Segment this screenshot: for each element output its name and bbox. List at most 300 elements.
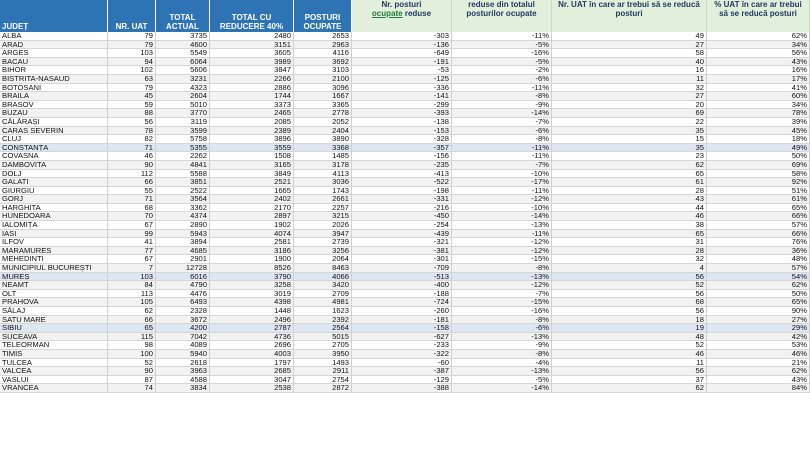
value-cell[interactable]: -5% [452, 376, 552, 385]
value-cell[interactable]: 32 [552, 255, 707, 264]
value-cell[interactable]: 62 [552, 161, 707, 170]
county-cell[interactable]: IALOMIȚA [0, 221, 108, 230]
value-cell[interactable]: 19 [552, 324, 707, 333]
value-cell[interactable]: 29% [707, 324, 810, 333]
value-cell[interactable]: 57% [707, 221, 810, 230]
county-cell[interactable]: ARAD [0, 41, 108, 50]
value-cell[interactable]: -17% [452, 178, 552, 187]
value-cell[interactable]: 4200 [156, 324, 210, 333]
value-cell[interactable]: 49% [707, 144, 810, 153]
value-cell[interactable]: -260 [352, 307, 452, 316]
value-cell[interactable]: 2872 [294, 384, 352, 393]
value-cell[interactable]: 79 [108, 41, 156, 50]
value-cell[interactable]: 77 [108, 247, 156, 256]
value-cell[interactable]: -13% [452, 333, 552, 342]
value-cell[interactable]: 2705 [294, 341, 352, 350]
header-posturi-reduse[interactable] [352, 0, 452, 32]
value-cell[interactable]: 5015 [294, 333, 352, 342]
value-cell[interactable]: 41% [707, 84, 810, 93]
value-cell[interactable]: -11% [452, 32, 552, 41]
county-cell[interactable]: HUNEDOARA [0, 212, 108, 221]
value-cell[interactable]: -450 [352, 212, 452, 221]
value-cell[interactable]: 68 [108, 204, 156, 213]
value-cell[interactable]: 74 [108, 384, 156, 393]
value-cell[interactable]: 58 [552, 49, 707, 58]
value-cell[interactable]: 2538 [210, 384, 294, 393]
value-cell[interactable]: -129 [352, 376, 452, 385]
value-cell[interactable]: 3847 [210, 66, 294, 75]
value-cell[interactable]: 22 [552, 118, 707, 127]
value-cell[interactable]: 50% [707, 152, 810, 161]
value-cell[interactable]: 4089 [156, 341, 210, 350]
value-cell[interactable]: 2963 [294, 41, 352, 50]
value-cell[interactable]: 5943 [156, 230, 210, 239]
value-cell[interactable]: 69% [707, 161, 810, 170]
county-cell[interactable]: CLUJ [0, 135, 108, 144]
value-cell[interactable]: 45% [707, 127, 810, 136]
value-cell[interactable]: -522 [352, 178, 452, 187]
value-cell[interactable]: 2100 [294, 75, 352, 84]
value-cell[interactable]: 2052 [294, 118, 352, 127]
value-cell[interactable]: -12% [452, 281, 552, 290]
value-cell[interactable]: 42% [707, 333, 810, 342]
value-cell[interactable]: 4374 [156, 212, 210, 221]
value-cell[interactable]: 2521 [210, 178, 294, 187]
value-cell[interactable]: 61% [707, 195, 810, 204]
value-cell[interactable]: 61 [552, 178, 707, 187]
value-cell[interactable]: -303 [352, 32, 452, 41]
value-cell[interactable]: 3896 [210, 135, 294, 144]
county-cell[interactable]: VRANCEA [0, 384, 108, 393]
county-cell[interactable]: COVASNA [0, 152, 108, 161]
county-cell[interactable]: MEHEDINTI [0, 255, 108, 264]
value-cell[interactable]: -136 [352, 41, 452, 50]
county-cell[interactable]: BIHOR [0, 66, 108, 75]
county-cell[interactable]: TIMIS [0, 350, 108, 359]
value-cell[interactable]: 34% [707, 41, 810, 50]
value-cell[interactable]: 4600 [156, 41, 210, 50]
value-cell[interactable]: -8% [452, 92, 552, 101]
county-cell[interactable]: GALATI [0, 178, 108, 187]
value-cell[interactable]: -12% [452, 195, 552, 204]
header-total-actual[interactable]: TOTAL ACTUAL [156, 0, 210, 32]
value-cell[interactable]: 60% [707, 92, 810, 101]
county-cell[interactable]: IASI [0, 230, 108, 239]
value-cell[interactable]: 2754 [294, 376, 352, 385]
value-cell[interactable]: -10% [452, 204, 552, 213]
value-cell[interactable]: -14% [452, 109, 552, 118]
value-cell[interactable]: 98 [108, 341, 156, 350]
value-cell[interactable]: 2696 [210, 341, 294, 350]
header-nr-uat[interactable]: NR. UAT [108, 0, 156, 32]
county-cell[interactable]: ILFOV [0, 238, 108, 247]
value-cell[interactable]: -141 [352, 92, 452, 101]
county-cell[interactable]: HARGHITA [0, 204, 108, 213]
county-cell[interactable]: DOLJ [0, 170, 108, 179]
value-cell[interactable]: 15 [552, 135, 707, 144]
value-cell[interactable]: -125 [352, 75, 452, 84]
value-cell[interactable]: -12% [452, 247, 552, 256]
value-cell[interactable]: 62 [108, 307, 156, 316]
value-cell[interactable]: 7042 [156, 333, 210, 342]
value-cell[interactable]: 90% [707, 307, 810, 316]
value-cell[interactable]: -11% [452, 152, 552, 161]
value-cell[interactable]: -13% [452, 273, 552, 282]
value-cell[interactable]: 3851 [156, 178, 210, 187]
value-cell[interactable]: 1902 [210, 221, 294, 230]
value-cell[interactable]: 32 [552, 84, 707, 93]
county-cell[interactable]: PRAHOVA [0, 298, 108, 307]
value-cell[interactable]: 65 [552, 170, 707, 179]
value-cell[interactable]: 3047 [210, 376, 294, 385]
value-cell[interactable]: 1485 [294, 152, 352, 161]
value-cell[interactable]: 2604 [156, 92, 210, 101]
value-cell[interactable]: 4323 [156, 84, 210, 93]
value-cell[interactable]: -388 [352, 384, 452, 393]
value-cell[interactable]: -13% [452, 221, 552, 230]
value-cell[interactable]: 31 [552, 238, 707, 247]
value-cell[interactable]: 49 [552, 32, 707, 41]
value-cell[interactable]: 2328 [156, 307, 210, 316]
value-cell[interactable]: 3231 [156, 75, 210, 84]
county-cell[interactable]: SIBIU [0, 324, 108, 333]
county-cell[interactable]: CĂLĂRAȘI [0, 118, 108, 127]
value-cell[interactable]: 3178 [294, 161, 352, 170]
value-cell[interactable]: -513 [352, 273, 452, 282]
value-cell[interactable]: 65 [552, 230, 707, 239]
county-cell[interactable]: ALBA [0, 32, 108, 41]
value-cell[interactable]: 66% [707, 212, 810, 221]
county-cell[interactable]: CONSTANȚA [0, 144, 108, 153]
value-cell[interactable]: 57% [707, 264, 810, 273]
value-cell[interactable]: 52 [552, 281, 707, 290]
value-cell[interactable]: 2085 [210, 118, 294, 127]
value-cell[interactable]: 105 [108, 298, 156, 307]
value-cell[interactable]: -649 [352, 49, 452, 58]
value-cell[interactable]: 16% [707, 66, 810, 75]
value-cell[interactable]: 66% [707, 230, 810, 239]
county-cell[interactable]: CARAS SEVERIN [0, 127, 108, 136]
value-cell[interactable]: -387 [352, 367, 452, 376]
county-cell[interactable]: MUNICIPIUL BUCUREȘTI [0, 264, 108, 273]
value-cell[interactable]: 43 [552, 195, 707, 204]
value-cell[interactable]: 3258 [210, 281, 294, 290]
value-cell[interactable]: 3564 [156, 195, 210, 204]
value-cell[interactable]: 45 [108, 92, 156, 101]
value-cell[interactable]: 92% [707, 178, 810, 187]
value-cell[interactable]: 84% [707, 384, 810, 393]
county-cell[interactable]: SĂLAJ [0, 307, 108, 316]
value-cell[interactable]: 5606 [156, 66, 210, 75]
value-cell[interactable]: 8463 [294, 264, 352, 273]
value-cell[interactable]: 3599 [156, 127, 210, 136]
value-cell[interactable]: 1448 [210, 307, 294, 316]
county-cell[interactable]: TULCEA [0, 359, 108, 368]
value-cell[interactable]: 102 [108, 66, 156, 75]
value-cell[interactable]: 62% [707, 32, 810, 41]
value-cell[interactable]: -5% [452, 41, 552, 50]
value-cell[interactable]: 35 [552, 144, 707, 153]
value-cell[interactable]: 41 [108, 238, 156, 247]
value-cell[interactable]: 3947 [294, 230, 352, 239]
value-cell[interactable]: 3119 [156, 118, 210, 127]
value-cell[interactable]: 46 [552, 350, 707, 359]
value-cell[interactable]: 43% [707, 376, 810, 385]
value-cell[interactable]: 3019 [210, 290, 294, 299]
value-cell[interactable]: -191 [352, 58, 452, 67]
county-cell[interactable]: BACAU [0, 58, 108, 67]
value-cell[interactable]: 52 [108, 359, 156, 368]
value-cell[interactable]: 3096 [294, 84, 352, 93]
value-cell[interactable]: 3790 [210, 273, 294, 282]
value-cell[interactable]: 66 [108, 316, 156, 325]
value-cell[interactable]: -14% [452, 212, 552, 221]
value-cell[interactable]: -724 [352, 298, 452, 307]
value-cell[interactable]: 48% [707, 255, 810, 264]
value-cell[interactable]: 4685 [156, 247, 210, 256]
value-cell[interactable]: 100 [108, 350, 156, 359]
value-cell[interactable]: 4003 [210, 350, 294, 359]
value-cell[interactable]: 2618 [156, 359, 210, 368]
value-cell[interactable]: 2661 [294, 195, 352, 204]
value-cell[interactable]: 5940 [156, 350, 210, 359]
value-cell[interactable]: 3420 [294, 281, 352, 290]
value-cell[interactable]: 55 [108, 187, 156, 196]
value-cell[interactable]: 103 [108, 273, 156, 282]
value-cell[interactable]: 21% [707, 359, 810, 368]
value-cell[interactable]: 7 [108, 264, 156, 273]
value-cell[interactable]: 54% [707, 273, 810, 282]
value-cell[interactable]: -357 [352, 144, 452, 153]
value-cell[interactable]: 2480 [210, 32, 294, 41]
value-cell[interactable]: -6% [452, 75, 552, 84]
value-cell[interactable]: 5758 [156, 135, 210, 144]
value-cell[interactable]: 27 [552, 92, 707, 101]
value-cell[interactable]: -11% [452, 230, 552, 239]
value-cell[interactable]: -15% [452, 298, 552, 307]
value-cell[interactable]: -321 [352, 238, 452, 247]
value-cell[interactable]: 4476 [156, 290, 210, 299]
value-cell[interactable]: 3256 [294, 247, 352, 256]
county-cell[interactable]: BRASOV [0, 101, 108, 110]
county-cell[interactable]: GIURGIU [0, 187, 108, 196]
value-cell[interactable]: 56 [552, 290, 707, 299]
county-cell[interactable]: DAMBOVITA [0, 161, 108, 170]
value-cell[interactable]: 79 [108, 32, 156, 41]
value-cell[interactable]: 6493 [156, 298, 210, 307]
value-cell[interactable]: 46 [552, 212, 707, 221]
value-cell[interactable]: 27% [707, 316, 810, 325]
value-cell[interactable]: -7% [452, 118, 552, 127]
county-cell[interactable]: TELEORMAN [0, 341, 108, 350]
value-cell[interactable]: 56% [707, 49, 810, 58]
value-cell[interactable]: 51% [707, 187, 810, 196]
value-cell[interactable]: 2266 [210, 75, 294, 84]
county-cell[interactable]: SUCEAVA [0, 333, 108, 342]
value-cell[interactable]: 5549 [156, 49, 210, 58]
value-cell[interactable]: 1743 [294, 187, 352, 196]
value-cell[interactable]: 69 [552, 109, 707, 118]
value-cell[interactable]: 56 [552, 307, 707, 316]
value-cell[interactable]: -381 [352, 247, 452, 256]
value-cell[interactable]: 5355 [156, 144, 210, 153]
value-cell[interactable]: -15% [452, 255, 552, 264]
value-cell[interactable]: 2392 [294, 316, 352, 325]
value-cell[interactable]: 82 [108, 135, 156, 144]
value-cell[interactable]: 2897 [210, 212, 294, 221]
value-cell[interactable]: 1667 [294, 92, 352, 101]
value-cell[interactable]: 2581 [210, 238, 294, 247]
value-cell[interactable]: 67 [108, 255, 156, 264]
value-cell[interactable]: 28 [552, 187, 707, 196]
value-cell[interactable]: 2262 [156, 152, 210, 161]
value-cell[interactable]: 3849 [210, 170, 294, 179]
value-cell[interactable]: 8526 [210, 264, 294, 273]
value-cell[interactable]: -8% [452, 316, 552, 325]
value-cell[interactable]: 71 [108, 195, 156, 204]
value-cell[interactable]: 103 [108, 49, 156, 58]
value-cell[interactable]: 3036 [294, 178, 352, 187]
value-cell[interactable]: 20 [552, 101, 707, 110]
value-cell[interactable]: 2564 [294, 324, 352, 333]
value-cell[interactable]: 68 [552, 298, 707, 307]
value-cell[interactable]: 4113 [294, 170, 352, 179]
value-cell[interactable]: 3165 [210, 161, 294, 170]
value-cell[interactable]: 1508 [210, 152, 294, 161]
value-cell[interactable]: 2709 [294, 290, 352, 299]
value-cell[interactable]: 2026 [294, 221, 352, 230]
value-cell[interactable]: 3950 [294, 350, 352, 359]
value-cell[interactable]: 2739 [294, 238, 352, 247]
county-cell[interactable]: MUREȘ [0, 273, 108, 282]
value-cell[interactable]: -8% [452, 135, 552, 144]
value-cell[interactable]: 37 [552, 376, 707, 385]
value-cell[interactable]: 50% [707, 290, 810, 299]
value-cell[interactable]: 53% [707, 341, 810, 350]
value-cell[interactable]: 12728 [156, 264, 210, 273]
value-cell[interactable]: -413 [352, 170, 452, 179]
value-cell[interactable]: 70 [108, 212, 156, 221]
value-cell[interactable]: 46% [707, 350, 810, 359]
value-cell[interactable]: 76% [707, 238, 810, 247]
value-cell[interactable]: 2389 [210, 127, 294, 136]
value-cell[interactable]: 3894 [156, 238, 210, 247]
county-cell[interactable]: BUZAU [0, 109, 108, 118]
value-cell[interactable]: 62% [707, 281, 810, 290]
value-cell[interactable]: 5010 [156, 101, 210, 110]
value-cell[interactable]: 2890 [156, 221, 210, 230]
value-cell[interactable]: 88 [108, 109, 156, 118]
value-cell[interactable]: -12% [452, 238, 552, 247]
value-cell[interactable]: 59 [108, 101, 156, 110]
value-cell[interactable]: 1493 [294, 359, 352, 368]
value-cell[interactable]: -11% [452, 84, 552, 93]
value-cell[interactable]: 18% [707, 135, 810, 144]
county-cell[interactable]: ARGES [0, 49, 108, 58]
value-cell[interactable]: 2064 [294, 255, 352, 264]
county-cell[interactable]: GORJ [0, 195, 108, 204]
county-cell[interactable]: OLT [0, 290, 108, 299]
value-cell[interactable]: 35 [552, 127, 707, 136]
value-cell[interactable]: -4% [452, 359, 552, 368]
value-cell[interactable]: -235 [352, 161, 452, 170]
value-cell[interactable]: -9% [452, 101, 552, 110]
value-cell[interactable]: -2% [452, 66, 552, 75]
value-cell[interactable]: 58% [707, 170, 810, 179]
value-cell[interactable]: 115 [108, 333, 156, 342]
header-procent-uat-reducere[interactable]: % UAT în care ar trebui să se reducă posturi [707, 0, 810, 32]
value-cell[interactable]: -14% [452, 384, 552, 393]
value-cell[interactable]: 4066 [294, 273, 352, 282]
value-cell[interactable]: 56 [108, 118, 156, 127]
value-cell[interactable]: 16 [552, 66, 707, 75]
value-cell[interactable]: -709 [352, 264, 452, 273]
value-cell[interactable]: 4 [552, 264, 707, 273]
value-cell[interactable]: 67 [108, 221, 156, 230]
header-procent-reduse[interactable]: reduse din totalul posturilor ocupate [452, 0, 552, 32]
value-cell[interactable]: 79 [108, 84, 156, 93]
value-cell[interactable]: -216 [352, 204, 452, 213]
county-cell[interactable]: SATU MARE [0, 316, 108, 325]
value-cell[interactable]: 1797 [210, 359, 294, 368]
value-cell[interactable]: -328 [352, 135, 452, 144]
value-cell[interactable]: 2170 [210, 204, 294, 213]
value-cell[interactable]: -299 [352, 101, 452, 110]
value-cell[interactable]: 46 [108, 152, 156, 161]
value-cell[interactable]: 3151 [210, 41, 294, 50]
value-cell[interactable]: 3368 [294, 144, 352, 153]
value-cell[interactable]: 6064 [156, 58, 210, 67]
value-cell[interactable]: 4588 [156, 376, 210, 385]
value-cell[interactable]: 3770 [156, 109, 210, 118]
value-cell[interactable]: -138 [352, 118, 452, 127]
value-cell[interactable]: 2911 [294, 367, 352, 376]
value-cell[interactable]: 90 [108, 367, 156, 376]
value-cell[interactable]: 56 [552, 367, 707, 376]
value-cell[interactable]: 3365 [294, 101, 352, 110]
county-cell[interactable]: BISTRITA-NASAUD [0, 75, 108, 84]
value-cell[interactable]: -60 [352, 359, 452, 368]
value-cell[interactable]: 87 [108, 376, 156, 385]
value-cell[interactable]: 2402 [210, 195, 294, 204]
value-cell[interactable]: -393 [352, 109, 452, 118]
value-cell[interactable]: 1900 [210, 255, 294, 264]
value-cell[interactable]: 52 [552, 341, 707, 350]
value-cell[interactable]: -8% [452, 350, 552, 359]
value-cell[interactable]: -158 [352, 324, 452, 333]
value-cell[interactable]: -10% [452, 170, 552, 179]
value-cell[interactable]: -11% [452, 144, 552, 153]
value-cell[interactable]: 62% [707, 367, 810, 376]
value-cell[interactable]: 3834 [156, 384, 210, 393]
value-cell[interactable]: 2257 [294, 204, 352, 213]
value-cell[interactable]: 44 [552, 204, 707, 213]
value-cell[interactable]: 18 [552, 316, 707, 325]
value-cell[interactable]: 56 [552, 273, 707, 282]
value-cell[interactable]: 3215 [294, 212, 352, 221]
value-cell[interactable]: 78 [108, 127, 156, 136]
value-cell[interactable]: 90 [108, 161, 156, 170]
value-cell[interactable]: 65% [707, 298, 810, 307]
value-cell[interactable]: 11 [552, 75, 707, 84]
value-cell[interactable]: 3672 [156, 316, 210, 325]
value-cell[interactable]: -6% [452, 324, 552, 333]
value-cell[interactable]: -254 [352, 221, 452, 230]
value-cell[interactable]: 3890 [294, 135, 352, 144]
value-cell[interactable]: 3559 [210, 144, 294, 153]
value-cell[interactable]: 17% [707, 75, 810, 84]
value-cell[interactable]: -188 [352, 290, 452, 299]
